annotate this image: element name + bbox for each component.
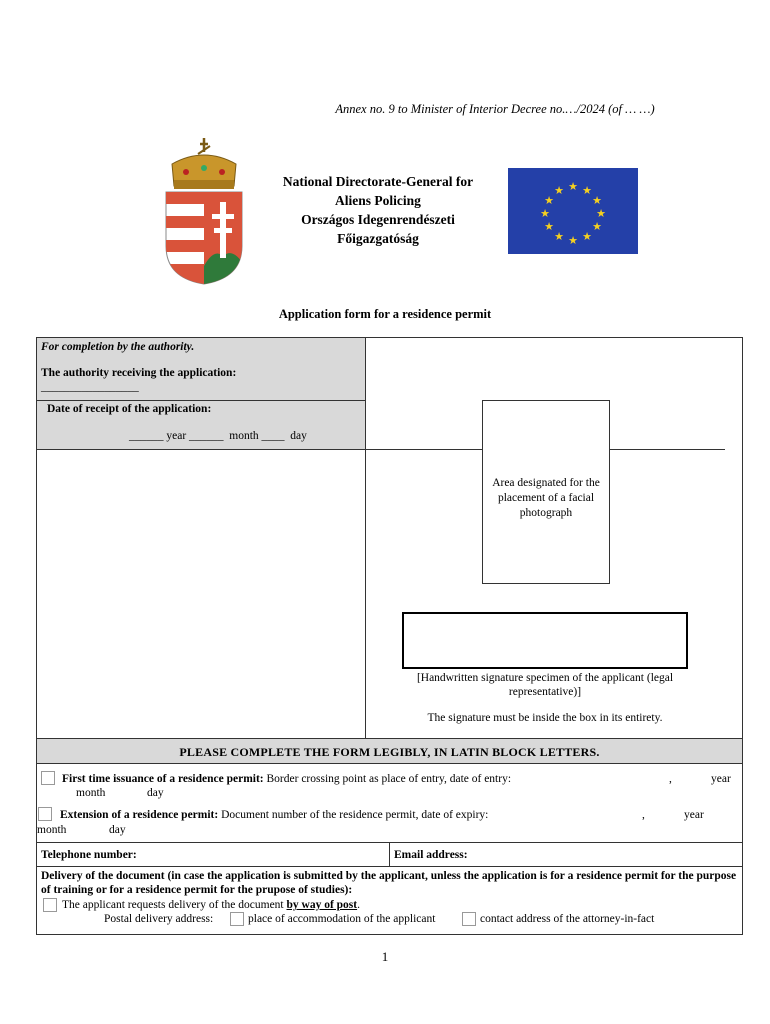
month-label: month	[37, 824, 67, 836]
authority-line: Aliens Policing	[335, 193, 421, 208]
column-divider	[389, 842, 390, 866]
first-time-label: First time issuance of a residence permit:	[62, 773, 264, 785]
comma: ,	[669, 773, 672, 785]
receipt-date-label: Date of receipt of the application:	[47, 403, 212, 415]
email-field[interactable]: Email address:	[394, 849, 468, 861]
annex-reference: Annex no. 9 to Minister of Interior Decree no.…/2024 (of … …)	[335, 102, 655, 116]
svg-text:★: ★	[544, 220, 554, 233]
first-time-text: Border crossing point as place of entry, date of entry:	[266, 773, 512, 785]
post-delivery-checkbox[interactable]	[43, 898, 57, 912]
attorney-label: contact address of the attorney-in-fact	[480, 913, 655, 925]
instruction-banner: PLEASE COMPLETE THE FORM LEGIBLY, IN LATIN BLOCK LETTERS.	[37, 738, 742, 764]
extension-row	[60, 809, 488, 821]
svg-text:★: ★	[554, 184, 564, 197]
accommodation-checkbox[interactable]	[230, 912, 244, 926]
svg-text:★: ★	[544, 194, 554, 207]
extension-checkbox[interactable]	[38, 807, 52, 821]
divider	[37, 866, 742, 867]
receiving-authority-field[interactable]: _________________	[41, 381, 139, 393]
first-time-row	[62, 773, 511, 785]
divider	[37, 449, 725, 450]
svg-text:★: ★	[554, 230, 564, 243]
telephone-field[interactable]: Telephone number:	[41, 849, 137, 861]
signature-caption: [Handwritten signature specimen of the applicant (legal representative)]	[416, 672, 674, 698]
attorney-checkbox[interactable]	[462, 912, 476, 926]
authority-line: Főigazgatóság	[337, 231, 419, 246]
authority-line: National Directorate-General for	[282, 174, 474, 189]
postal-address-label: Postal delivery address:	[104, 913, 214, 925]
coat-of-arms-icon	[160, 136, 248, 286]
column-divider	[365, 338, 366, 738]
day-label: day	[109, 824, 126, 836]
authority-line: Országos Idegenrendészeti	[301, 212, 455, 227]
divider	[37, 400, 365, 401]
svg-text:★: ★	[568, 180, 578, 193]
form-title: Application form for a residence permit	[278, 307, 492, 321]
issuing-authority	[262, 172, 494, 248]
signature-box[interactable]	[402, 612, 688, 669]
year-label: year	[711, 773, 731, 785]
receiving-authority-label: The authority receiving the application:	[41, 367, 237, 379]
month-label: month	[76, 787, 106, 799]
page-number: 1	[381, 949, 389, 964]
svg-text:★: ★	[582, 184, 592, 197]
eu-flag-icon	[508, 168, 638, 254]
day-label: day	[147, 787, 164, 799]
svg-text:★: ★	[582, 230, 592, 243]
svg-text:★: ★	[592, 220, 602, 233]
photo-caption: Area designated for the placement of a facial photograph	[492, 477, 600, 519]
accommodation-label: place of accommodation of the applicant	[248, 913, 436, 925]
signature-note: The signature must be inside the box in its entirety.	[427, 712, 663, 724]
post-delivery-text: The applicant requests delivery of the document by way of post.	[62, 899, 360, 911]
delivery-heading: Delivery of the document (in case the application is submitted by the applicant, unless the application is for a residence permit for the purpose of training or for a residence permit for the prupose of studies):	[41, 870, 737, 896]
svg-text:★: ★	[568, 234, 578, 247]
first-time-checkbox[interactable]	[41, 771, 55, 785]
svg-text:★: ★	[592, 194, 602, 207]
year-label: year	[684, 809, 704, 821]
completion-note: For completion by the authority.	[41, 341, 195, 353]
svg-text:★: ★	[540, 207, 550, 220]
svg-text:★: ★	[596, 207, 606, 220]
extension-text: Document number of the residence permit, date of expiry:	[221, 809, 489, 821]
extension-label: Extension of a residence permit:	[60, 809, 219, 821]
receipt-date-field[interactable]: ______ year ______ month ____ day	[129, 430, 307, 442]
comma: ,	[642, 809, 645, 821]
